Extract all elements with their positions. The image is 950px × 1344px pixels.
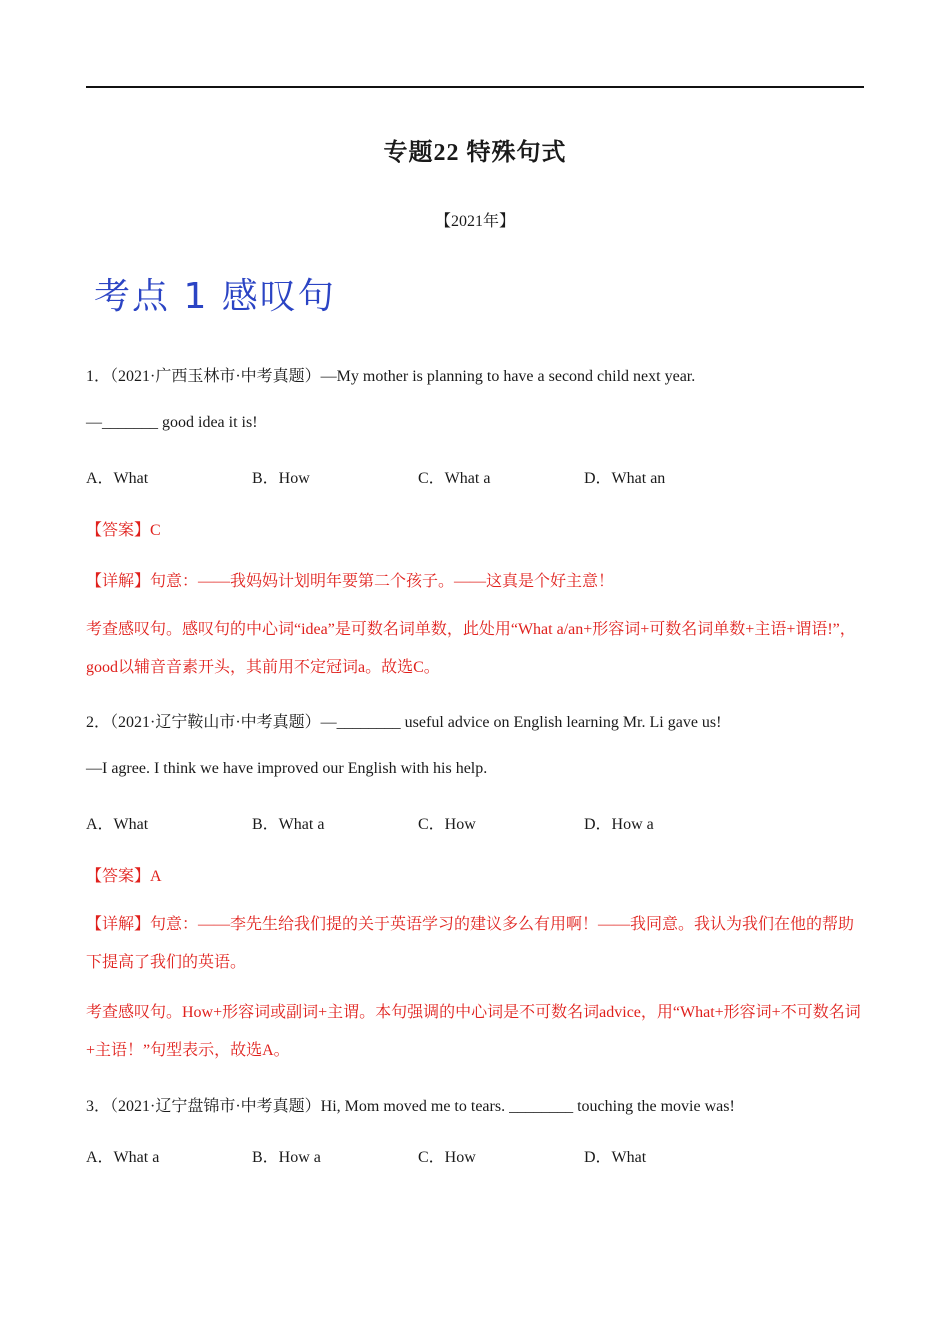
question-2-option-a: A．What [86, 816, 149, 833]
page-title: 专题22 特殊句式 [383, 140, 567, 166]
question-2-analysis: 考查感叹句。How+形容词或副词+主谓。本句强调的中心词是不可数名词advice，用“What+形容词+不可数名词+主语！”句型表示，故选A。 [86, 1004, 861, 1059]
question-1-detail: 【详解】句意：——我妈妈计划明年要第二个孩子。——这真是个好主意！ [86, 573, 615, 590]
question-2-option-d: D．How a [584, 816, 654, 833]
question-1-line2: —_______ good idea it is! [86, 414, 258, 431]
question-2-line2: —I agree. I think we have improved our English with his help. [86, 760, 488, 777]
question-2-detail: 【详解】句意：——李先生给我们提的关于英语学习的建议多么有用啊！——我同意。我认为我们在他的帮助下提高了我们的英语。 [86, 916, 855, 971]
question-3-option-a: A．What a [86, 1149, 160, 1166]
question-1-stem: 1．（2021·广西玉林市·中考真题）—My mother is planning to have a second child next year. [86, 368, 696, 385]
question-1-option-d: D．What an [584, 470, 666, 487]
question-1-option-b: B．How [252, 470, 310, 487]
question-2-answer: 【答案】A [86, 868, 162, 885]
question-1-option-a: A．What [86, 470, 149, 487]
question-2-option-b: B．What a [252, 816, 325, 833]
question-3-option-d: D．What [584, 1149, 647, 1166]
question-1-option-c: C．What a [418, 470, 491, 487]
question-2-option-c: C．How [418, 816, 476, 833]
question-2-stem: 2．（2021·辽宁鞍山市·中考真题）—________ useful advice on English learning Mr. Li gave us! [86, 714, 722, 731]
question-1-answer: 【答案】C [86, 522, 161, 539]
question-3-option-c: C．How [418, 1149, 476, 1166]
question-3-option-b: B．How a [252, 1149, 321, 1166]
year-heading: 【2021年】 [434, 213, 515, 230]
question-1-analysis: 考查感叹句。感叹句的中心词“idea”是可数名词单数，此处用“What a/an+形容词+可数名词单数+主语+谓语!”，good以辅音音素开头，其前用不定冠词a。故选C。 [86, 621, 856, 676]
section-heading: 考点 1 感叹句 [94, 276, 336, 317]
question-3-stem: 3．（2021·辽宁盘锦市·中考真题）Hi, Mom moved me to tears. ________ touching the movie was! [86, 1098, 735, 1115]
header-rule [86, 86, 864, 88]
